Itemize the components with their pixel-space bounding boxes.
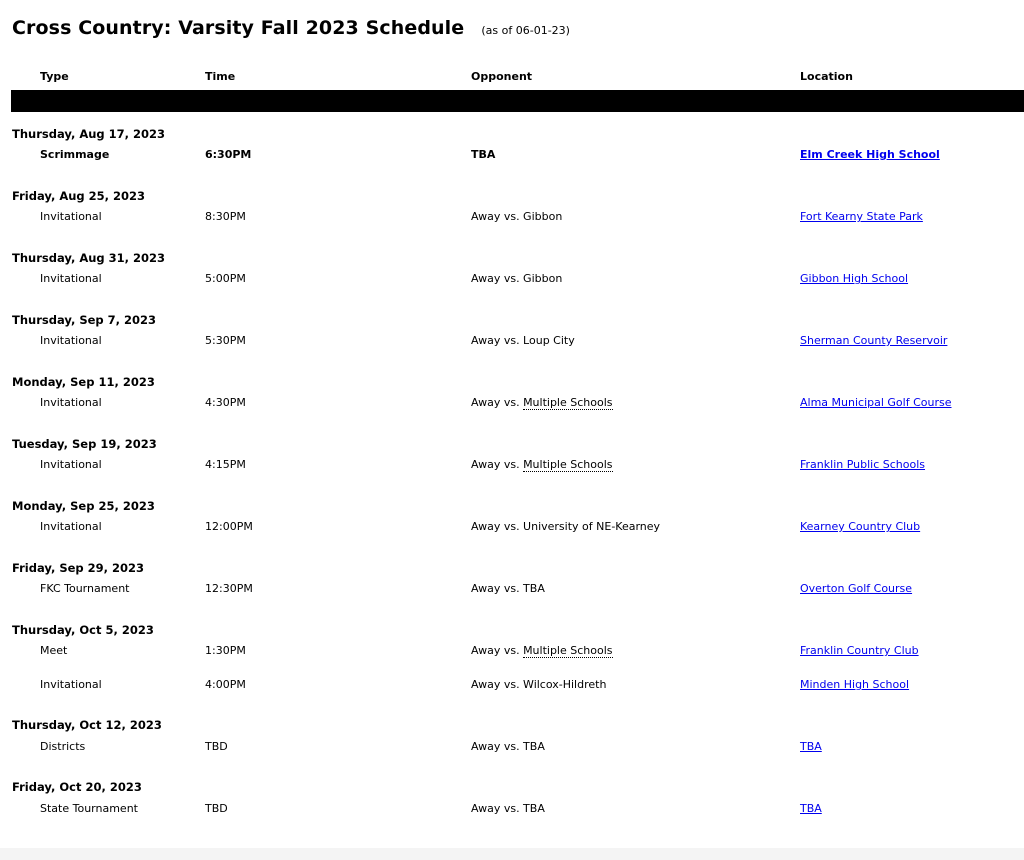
event-date: Thursday, Oct 5, 2023 <box>12 623 154 637</box>
opponent-name: Away vs. University of NE-Kearney <box>471 520 661 533</box>
location-link[interactable]: Franklin Country Club <box>800 644 919 657</box>
event-time: 4:00PM <box>205 678 246 691</box>
column-header-type: Type <box>40 70 69 83</box>
page-title: Cross Country: Varsity Fall 2023 Schedule <box>12 17 465 39</box>
event-location <box>800 520 920 533</box>
event-time: 8:30PM <box>205 210 246 223</box>
event-time: 5:00PM <box>205 272 246 285</box>
event-type: Invitational <box>40 458 102 471</box>
page-header <box>12 17 570 39</box>
event-opponent <box>471 802 545 815</box>
opponent-name: Away vs. TBA <box>471 802 545 815</box>
event-date: Tuesday, Sep 19, 2023 <box>12 437 157 451</box>
as-of-date: (as of 06-01-23) <box>481 24 570 37</box>
event-location <box>800 740 822 753</box>
event-date: Friday, Sep 29, 2023 <box>12 561 145 575</box>
event-type: Districts <box>40 740 86 753</box>
event-time: 1:30PM <box>205 644 246 657</box>
event-type: Invitational <box>40 678 102 691</box>
opponent-name: Away vs. Loup City <box>471 334 575 347</box>
event-date: Thursday, Aug 17, 2023 <box>12 127 166 141</box>
page-bottom-strip <box>0 848 1024 860</box>
event-date: Friday, Oct 20, 2023 <box>12 780 142 794</box>
event-location <box>800 396 952 409</box>
event-type: Invitational <box>40 272 102 285</box>
column-header-location: Location <box>800 70 853 83</box>
event-type: Invitational <box>40 520 102 533</box>
event-date: Monday, Sep 11, 2023 <box>12 375 155 389</box>
column-header-opponent: Opponent <box>471 70 533 83</box>
location-link[interactable]: Franklin Public Schools <box>800 458 926 471</box>
event-time: 4:30PM <box>205 396 246 409</box>
multiple-schools-tooltip[interactable]: Multiple Schools <box>523 396 613 409</box>
opponent-name: Away vs. TBA <box>471 582 545 595</box>
location-link[interactable]: Elm Creek High School <box>800 148 940 161</box>
event-opponent <box>471 396 613 409</box>
event-type: Invitational <box>40 210 102 223</box>
event-opponent <box>471 334 575 347</box>
location-link[interactable]: Alma Municipal Golf Course <box>800 396 952 409</box>
event-time: 6:30PM <box>205 148 252 161</box>
event-time: TBD <box>205 740 228 753</box>
event-type: Scrimmage <box>40 148 110 161</box>
event-time: 4:15PM <box>205 458 246 471</box>
event-time: 12:00PM <box>205 520 253 533</box>
event-opponent <box>471 520 660 533</box>
event-time: 12:30PM <box>205 582 253 595</box>
header-divider-bar <box>11 90 1024 112</box>
opponent-name: Away vs. TBA <box>471 740 545 753</box>
location-link[interactable]: Gibbon High School <box>800 272 909 285</box>
location-link[interactable]: Sherman County Reservoir <box>800 334 948 347</box>
event-opponent <box>471 148 495 161</box>
opponent-name: Away vs. Wilcox-Hildreth <box>471 678 607 691</box>
opponent-name: Away vs. Gibbon <box>471 272 563 285</box>
event-location <box>800 148 940 161</box>
event-location <box>800 582 912 595</box>
event-opponent <box>471 272 562 285</box>
event-opponent <box>471 458 613 471</box>
location-link[interactable]: TBA <box>800 740 822 753</box>
event-time: 5:30PM <box>205 334 246 347</box>
opponent-prefix: Away vs. <box>471 644 524 657</box>
event-time: TBD <box>205 802 228 815</box>
event-date: Monday, Sep 25, 2023 <box>12 499 155 513</box>
location-link[interactable]: Minden High School <box>800 678 910 691</box>
event-date: Friday, Aug 25, 2023 <box>12 189 146 203</box>
event-location <box>800 458 925 471</box>
event-type: Invitational <box>40 334 102 347</box>
event-opponent <box>471 210 562 223</box>
opponent-name: Away vs. Gibbon <box>471 210 563 223</box>
column-header-time: Time <box>205 70 236 83</box>
location-link[interactable]: Fort Kearny State Park <box>800 210 923 223</box>
event-location <box>800 272 908 285</box>
event-location <box>800 210 923 223</box>
event-type: Invitational <box>40 396 102 409</box>
event-location <box>800 644 919 657</box>
event-type: State Tournament <box>40 802 138 815</box>
event-date: Thursday, Sep 7, 2023 <box>12 313 157 327</box>
event-location <box>800 334 947 347</box>
location-link[interactable]: Kearney Country Club <box>800 520 921 533</box>
multiple-schools-tooltip[interactable]: Multiple Schools <box>523 458 613 471</box>
event-location <box>800 802 822 815</box>
location-link[interactable]: TBA <box>800 802 822 815</box>
multiple-schools-tooltip[interactable]: Multiple Schools <box>523 644 613 657</box>
event-opponent <box>471 582 545 595</box>
event-opponent <box>471 644 613 657</box>
opponent-prefix: Away vs. <box>471 396 524 409</box>
event-opponent <box>471 740 545 753</box>
event-type: Meet <box>40 644 68 657</box>
event-opponent <box>471 678 606 691</box>
opponent-prefix: Away vs. <box>471 458 524 471</box>
event-location <box>800 678 909 691</box>
opponent-name: TBA <box>471 148 496 161</box>
event-date: Thursday, Aug 31, 2023 <box>12 251 166 265</box>
event-date: Thursday, Oct 12, 2023 <box>12 718 162 732</box>
location-link[interactable]: Overton Golf Course <box>800 582 913 595</box>
event-type: FKC Tournament <box>40 582 130 595</box>
